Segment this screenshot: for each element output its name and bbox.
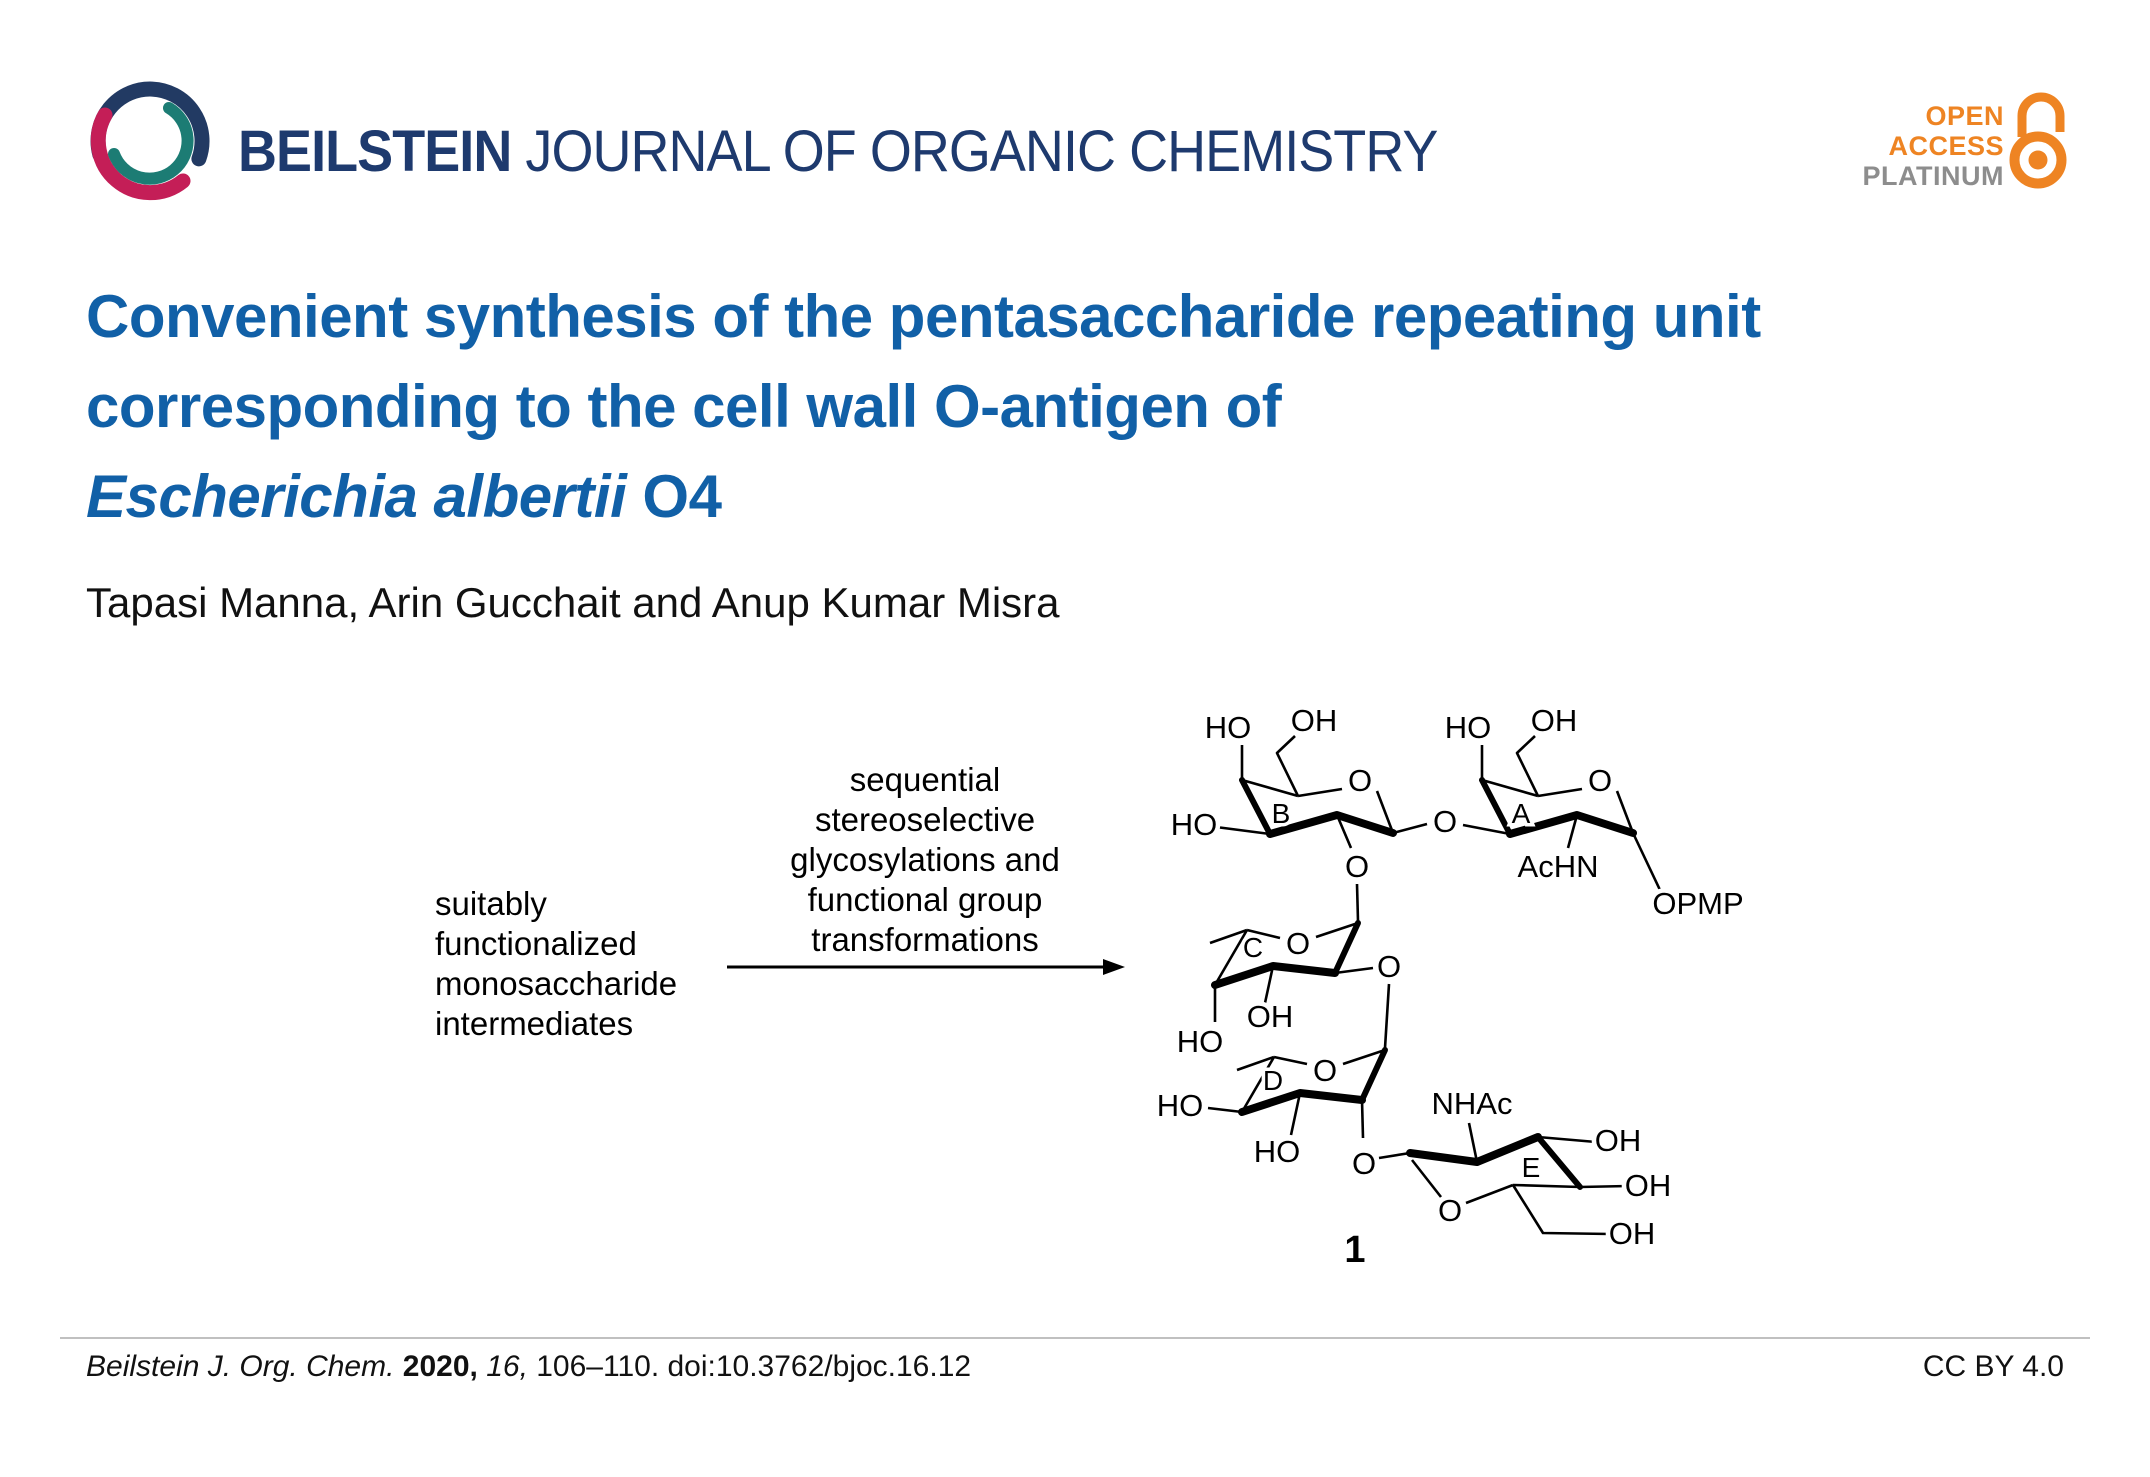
footer-divider: [60, 1337, 2090, 1339]
e-oh1-label: OH: [1594, 1123, 1642, 1158]
title-line-3: [86, 452, 2066, 542]
journal-wordmark: [238, 118, 1437, 185]
citation-year: 2020,: [402, 1350, 487, 1383]
article-title: [86, 272, 2066, 542]
reactant-line-2: functionalized: [435, 925, 637, 962]
a-opmp-label: OPMP: [1652, 886, 1744, 921]
citation-line: [86, 1350, 971, 1384]
c-d-glycosidic-oxygen-label: O: [1376, 949, 1402, 984]
reactant-line-4: intermediates: [435, 1005, 634, 1042]
reactant-line-3: monosaccharide: [435, 965, 678, 1002]
conditions-line-1: sequential: [849, 761, 1001, 798]
b-a-glycosidic-oxygen-label: O: [1432, 804, 1458, 839]
journal-name-rest: JOURNAL OF ORGANIC CHEMISTRY: [511, 119, 1438, 184]
a-oh-top-label: OH: [1530, 703, 1578, 738]
ring-e: [1379, 1086, 1671, 1251]
d-ho-bottom-label: HO: [1253, 1134, 1301, 1169]
ring-c: [1177, 923, 1401, 1059]
c-ho-bottom-label: HO: [1176, 1024, 1224, 1059]
citation-pages-doi: 106–110. doi:10.3762/bjoc.16.12: [536, 1350, 972, 1383]
reaction-arrow-icon: [727, 955, 1127, 979]
b-ho-left-label: HO: [1170, 807, 1218, 842]
title-serotype: O4: [626, 463, 722, 530]
pentasaccharide-structure: [1090, 650, 1790, 1310]
a-achn-label: AcHN: [1517, 849, 1599, 884]
citation-journal: Beilstein J. Org. Chem.: [86, 1350, 403, 1383]
e-nhac-label: NHAc: [1431, 1086, 1513, 1121]
e-ring-oxygen-label: O: [1437, 1193, 1463, 1228]
conditions-line-4: functional group: [807, 881, 1043, 918]
ring-d-letter: D: [1262, 1065, 1284, 1096]
a-ho-top-label: HO: [1444, 710, 1492, 745]
title-species-italic: Escherichia albertii: [86, 463, 627, 530]
beilstein-logo-swirl-icon: [80, 55, 230, 213]
b-oh-top-label: OH: [1290, 703, 1338, 738]
conditions-line-5: transformations: [811, 921, 1039, 958]
ring-e-letter: E: [1521, 1152, 1541, 1183]
ring-d: [1157, 1050, 1385, 1181]
c-ring-oxygen-label: O: [1285, 926, 1311, 961]
ring-b-letter: B: [1271, 798, 1291, 829]
e-oh2-label: OH: [1624, 1168, 1672, 1203]
a-ring-oxygen-label: O: [1587, 763, 1613, 798]
ring-a-letter: A: [1511, 798, 1531, 829]
reaction-conditions-text: [705, 760, 1145, 960]
open-access-line2: ACCESS: [1888, 131, 2004, 161]
open-access-line3: PLATINUM: [1862, 161, 2004, 191]
open-access-line1: OPEN: [1925, 101, 2004, 131]
title-line-1: Convenient synthesis of the pentasaccharide repeating unit: [86, 283, 1761, 350]
authors-line: Tapasi Manna, Arin Gucchait and Anup Kumar Misra: [86, 579, 1060, 626]
d-e-glycosidic-oxygen-label: O: [1351, 1146, 1377, 1181]
conditions-line-2: stereoselective: [814, 801, 1036, 838]
open-access-platinum-badge: [1863, 101, 2004, 191]
compound-number-label: 1: [1344, 1229, 1366, 1271]
license-label: CC BY 4.0: [1922, 1350, 2064, 1383]
d-ho-left-label: HO: [1156, 1088, 1204, 1123]
conditions-line-3: glycosylations and: [790, 841, 1060, 878]
title-line-2: corresponding to the cell wall O-antigen of: [86, 373, 1282, 440]
reactant-line-1: suitably: [435, 885, 547, 922]
ring-a: [1393, 703, 1744, 921]
b-c-glycosidic-oxygen-label: O: [1344, 849, 1370, 884]
ring-b: [1171, 703, 1393, 921]
e-oh3-label: OH: [1608, 1216, 1656, 1251]
citation-volume: 16,: [486, 1350, 537, 1383]
open-lock-icon: [2003, 85, 2115, 203]
journal-name-beilstein: BEILSTEIN: [238, 119, 512, 184]
reactant-text-block: [435, 884, 677, 1044]
c-oh-bottom-label: OH: [1246, 999, 1294, 1034]
d-ring-oxygen-label: O: [1312, 1053, 1338, 1088]
b-ho-top-label: HO: [1204, 710, 1252, 745]
b-ring-oxygen-label: O: [1347, 763, 1373, 798]
ring-c-letter: C: [1242, 932, 1264, 963]
